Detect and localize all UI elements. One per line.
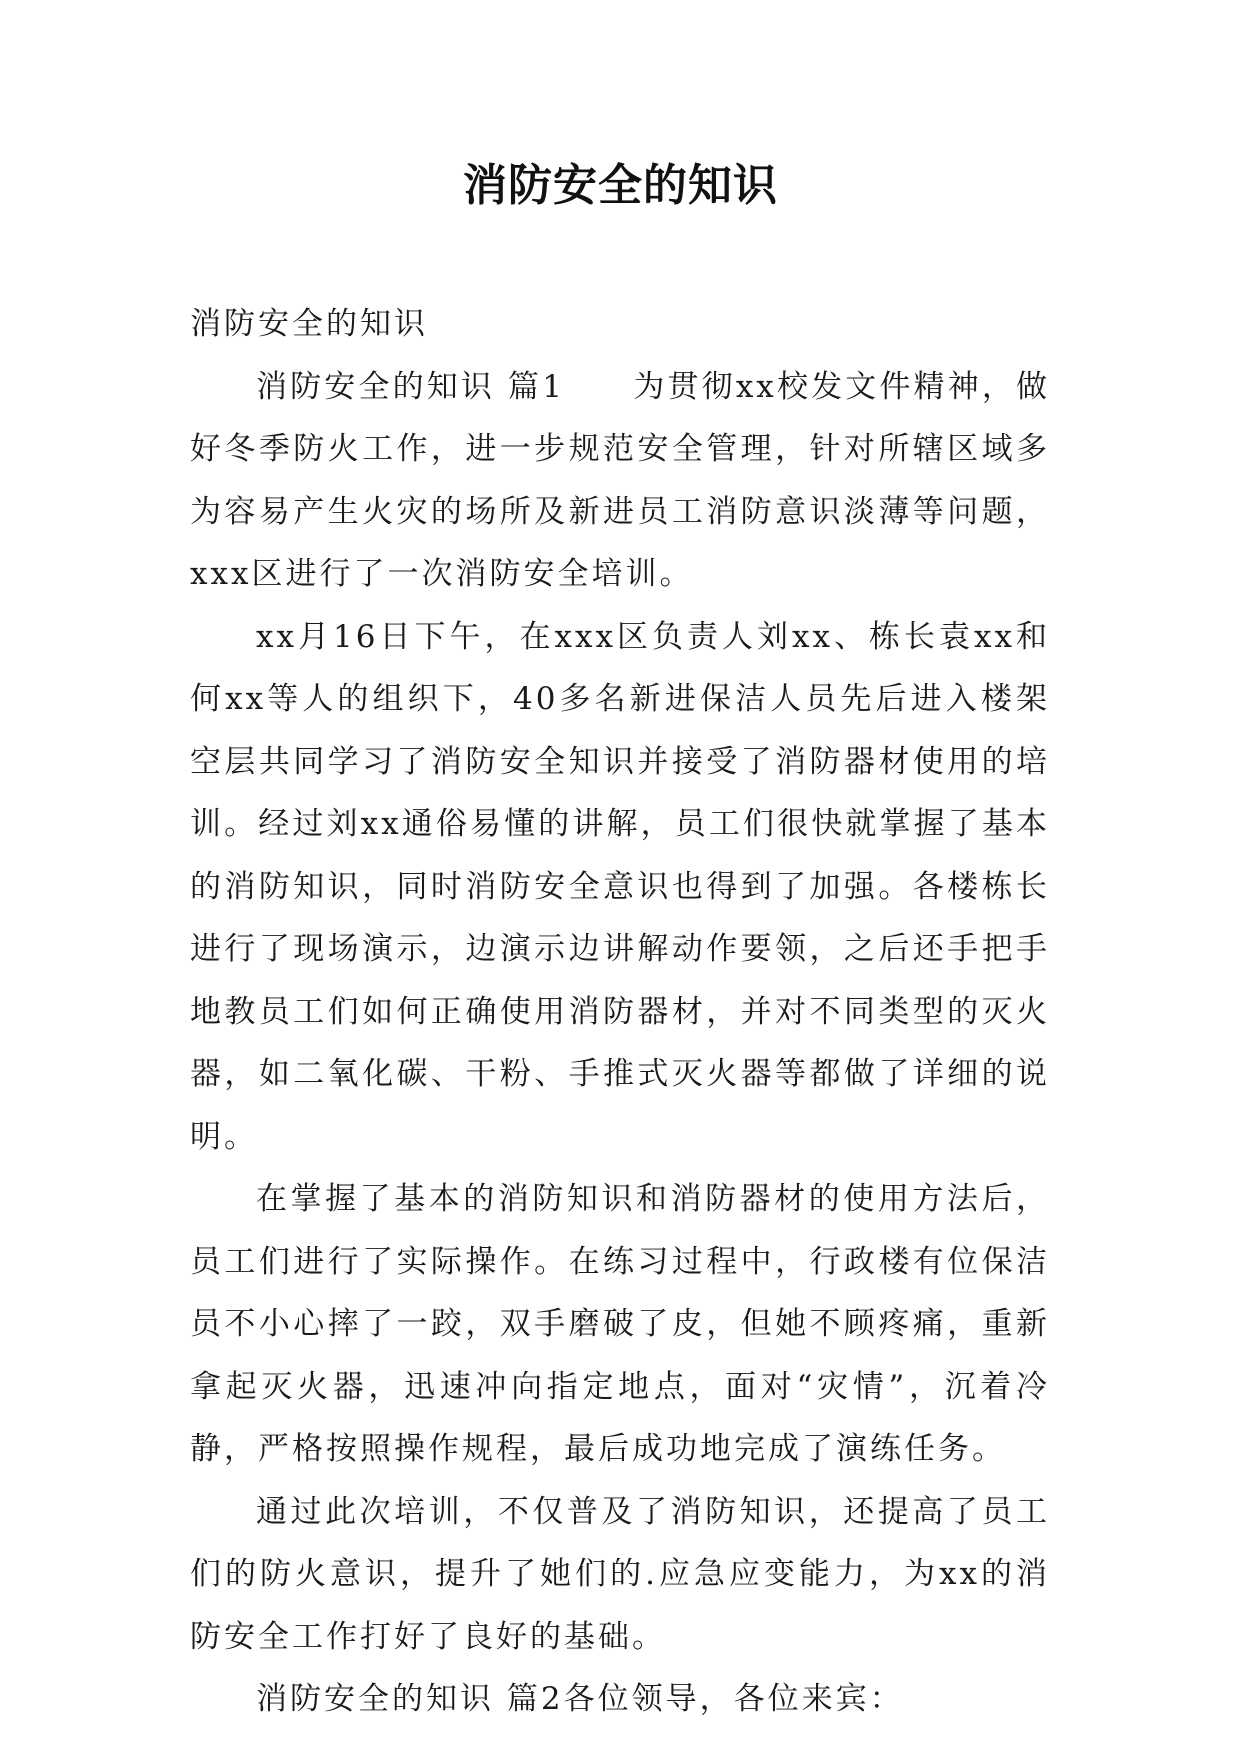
- paragraph: 消防安全的知识 篇1 为贯彻xx校发文件精神，做好冬季防火工作，进一步规范安全管理，针对所辖区域多为容易产生火灾的场所及新进员工消防意识淡薄等问题，xxx区进行了一次消防安全培训。: [190, 368, 1050, 592]
- paragraph: 消防安全的知识 篇2各位领导，各位来宾：: [256, 1681, 904, 1717]
- paragraph: 通过此次培训，不仅普及了消防知识，还提高了员工们的防火意识，提升了她们的.应急应变能力，为xx的消防安全工作打好了良好的基础。: [190, 1493, 1050, 1655]
- paragraph: xx月16日下午，在xxx区负责人刘xx、栋长袁xx和何xx等人的组织下，40多名新进保洁人员先后进入楼架空层共同学习了消防安全知识并接受了消防器材使用的培训。经过刘xx通俗易懂的讲解，员工们很快就掌握了基本的消防知识，同时消防安全意识也得到了加强。各楼栋长进行了现场演示，边演示边讲解动作要领，之后还手把手地教员工们如何正确使用消防器材，并对不同类型的灭火器，如二氧化碳、干粉、手推式灭火器等都做了详细的说明。: [190, 618, 1050, 1155]
- document-body: [190, 293, 1050, 1731]
- document-title: 消防安全的知识: [463, 160, 778, 211]
- document-subtitle: 消防安全的知识: [190, 306, 428, 342]
- paragraph: 在掌握了基本的消防知识和消防器材的使用方法后，员工们进行了实际操作。在练习过程中，行政楼有位保洁员不小心摔了一跤，双手磨破了皮，但她不顾疼痛，重新拿起灭火器，迅速冲向指定地点，面对“灾情”，沉着冷静，严格按照操作规程，最后成功地完成了演练任务。: [190, 1181, 1050, 1467]
